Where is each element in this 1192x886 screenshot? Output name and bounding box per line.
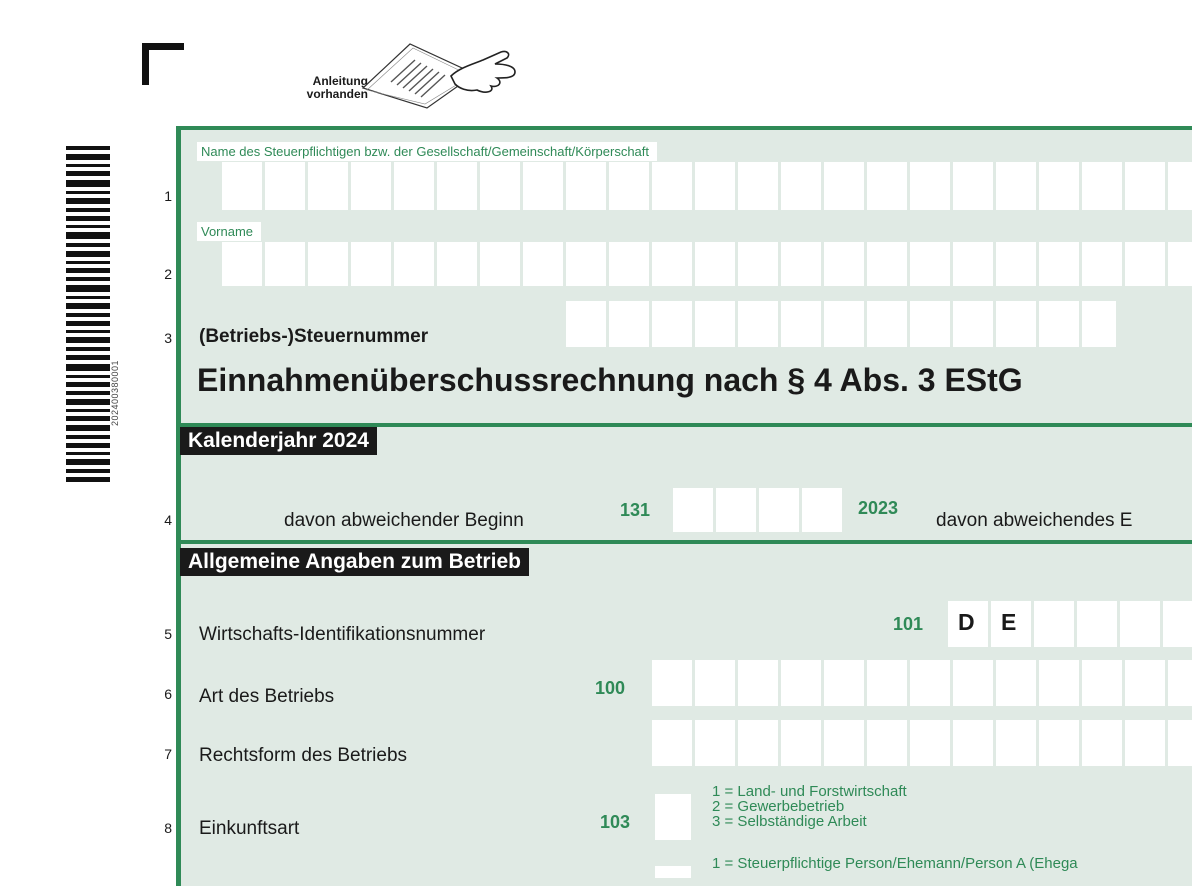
beginn-date-field[interactable] <box>673 488 841 532</box>
hand-document-icon <box>355 38 525 110</box>
corner-registration-mark <box>142 43 184 85</box>
instructions-line1: Anleitung <box>312 74 368 88</box>
beginn-year: 2023 <box>858 498 899 518</box>
name-field[interactable] <box>180 162 1192 210</box>
art-code: 100 <box>595 678 626 698</box>
beginn-day-hint-1: T <box>685 496 699 521</box>
beginn-day-hint-2: T <box>728 496 742 521</box>
art-field[interactable] <box>652 660 1192 706</box>
line-number-5: 5 <box>164 626 172 642</box>
line-number-3: 3 <box>164 330 172 346</box>
einkunftsart-code: 103 <box>600 812 631 832</box>
wid-code: 101 <box>893 614 924 634</box>
line-number-4: 4 <box>164 512 172 528</box>
instructions-available-note <box>268 75 368 101</box>
section-divider-allgemein <box>176 540 1192 544</box>
rechtsform-label: Rechtsform des Betriebs <box>199 745 408 766</box>
instructions-line2: vorhanden <box>306 87 368 101</box>
person-field[interactable] <box>655 866 691 878</box>
wid-field[interactable] <box>948 601 1192 647</box>
barcode-number: 202400380001 <box>110 359 120 426</box>
einkunftsart-field[interactable] <box>655 794 691 840</box>
allgemein-heading: Allgemeine Angaben zum Betrieb <box>180 548 529 576</box>
beginn-code: 131 <box>620 500 651 520</box>
wid-label: Wirtschafts-Identifikationsnummer <box>199 624 486 645</box>
rechtsform-field[interactable] <box>652 720 1192 766</box>
line-number-7: 7 <box>164 746 172 762</box>
steuernummer-label: (Betriebs-)Steuernummer <box>199 326 429 347</box>
form-title: Einnahmenüberschussrechnung nach § 4 Abs. 3 EStG <box>197 362 1023 398</box>
einkunftsart-options <box>712 784 907 829</box>
ende-label: davon abweichendes E <box>936 510 1133 531</box>
beginn-month-hint-2: M <box>811 496 830 521</box>
line-number-8: 8 <box>164 820 172 836</box>
line-number-2: 2 <box>164 266 172 282</box>
vorname-label: Vorname <box>197 222 261 241</box>
steuernummer-field[interactable] <box>566 301 1116 347</box>
vorname-field[interactable] <box>180 242 1192 286</box>
barcode <box>66 146 110 486</box>
name-label: Name des Steuerpflichtigen bzw. der Gesellschaft/Gemeinschaft/Körperschaft <box>197 142 657 161</box>
art-label: Art des Betriebs <box>199 686 335 707</box>
einkunftsart-label: Einkunftsart <box>199 818 300 839</box>
line-number-6: 6 <box>164 686 172 702</box>
beginn-label: davon abweichender Beginn <box>284 510 524 531</box>
line-number-1: 1 <box>164 188 172 204</box>
person-option-1: 1 = Steuerpflichtige Person/Ehemann/Person A (Ehega <box>712 855 1078 872</box>
beginn-month-hint-1: M <box>768 496 787 521</box>
wid-prefix-e: E <box>1001 609 1017 635</box>
einkunftsart-option-3: 3 = Selbständige Arbeit <box>712 813 867 830</box>
einkunftsart-option-1: 1 = Land- und Forstwirtschaft <box>712 783 907 800</box>
einkunftsart-option-2: 2 = Gewerbebetrieb <box>712 798 845 815</box>
kalenderjahr-heading: Kalenderjahr 2024 <box>180 427 377 455</box>
wid-prefix-d: D <box>958 609 975 635</box>
